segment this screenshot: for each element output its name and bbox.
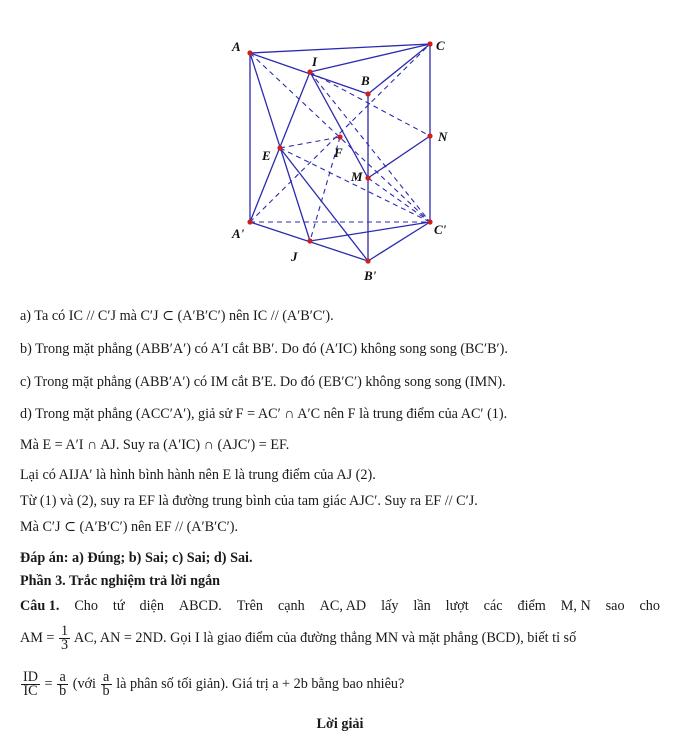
question-word: AC, AD (319, 598, 367, 614)
solution-heading: Lời giải (316, 716, 364, 732)
label-A: A (232, 39, 241, 54)
question-word: M, N (560, 598, 591, 614)
question-word: sao (605, 598, 625, 614)
equals-sign: = (44, 676, 53, 692)
fraction-numerator: ID (23, 669, 38, 686)
solution-line-g: Từ (1) và (2), suy ra EF là đường trung bình của tam giác AJC′. Suy ra EF // C′J. (20, 493, 478, 509)
question-line-3 (20, 671, 404, 698)
question-word: cạnh (277, 598, 305, 614)
question-line-2 (20, 625, 576, 652)
label-E: E (262, 148, 271, 163)
question-word: lượt (445, 598, 469, 614)
question-with: (với (72, 676, 96, 692)
fraction-id-ic (21, 671, 40, 698)
fraction-denominator: IC (23, 683, 38, 700)
question-line-2-rest: AC, AN = 2ND. Gọi I là giao điểm của đường thẳng MN và mặt phẳng (BCD), biết tỉ số (73, 630, 577, 646)
label-B: B (361, 73, 370, 88)
question-word: Cho (74, 598, 98, 614)
fraction-denominator: 3 (60, 637, 69, 654)
question-line-3-rest: là phân số tối giản). Giá trị a + 2b bằng bao nhiêu? (116, 676, 405, 692)
figure-labels (231, 38, 448, 283)
solution-line-c: c) Trong mặt phẳng (ABB′A′) có IM cắt B′E. Do đó (EB′C′) không song song (IMN). (20, 374, 506, 390)
fraction-numerator: a (101, 671, 112, 685)
label-J: J (291, 249, 298, 264)
question-line-1 (20, 598, 660, 615)
fraction-numerator: a (57, 671, 68, 685)
question-word: cho (639, 598, 660, 614)
question-word: ABCD. (178, 598, 222, 614)
question-word: tứ (112, 598, 125, 614)
figure-hidden-edges (250, 44, 430, 241)
solution-line-h: Mà C′J ⊂ (A′B′C′) nên EF // (A′B′C′). (20, 519, 239, 535)
fraction-one-third (59, 625, 70, 652)
label-C-prime: C' (434, 222, 447, 237)
fraction-numerator: 1 (60, 623, 69, 640)
label-M: M (351, 169, 363, 184)
question-am: AM = (20, 630, 55, 646)
question-word: các (483, 598, 503, 614)
solution-line-a: a) Ta có IC // C′J mà C′J ⊂ (A′B′C′) nên IC // (A′B′C′). (20, 308, 334, 324)
solution-line-f: Lại có AIJA′ là hình bình hành nên E là trung điểm của AJ (2). (20, 467, 376, 483)
fraction-denominator: b (59, 683, 67, 700)
label-A-prime: A' (232, 226, 245, 241)
label-N: N (438, 129, 448, 144)
label-C: C (436, 38, 445, 53)
label-I: I (312, 54, 318, 69)
question-word: lần (413, 598, 431, 614)
question-word: điểm (517, 598, 546, 614)
fraction-a-b-note (101, 671, 112, 698)
fraction-denominator: b (102, 683, 110, 700)
prism-figure (0, 0, 680, 300)
solution-line-b: b) Trong mặt phẳng (ABB′A′) có A′I cắt BB′. Do đó (A′IC) không song song (BC′B′). (20, 341, 508, 357)
question-label: Câu 1. (20, 598, 60, 614)
label-B-prime: B' (364, 268, 377, 283)
part3-heading: Phần 3. Trắc nghiệm trả lời ngắn (20, 573, 221, 589)
fraction-a-b (57, 671, 68, 698)
solution-line-e: Mà E = A′I ∩ AJ. Suy ra (A′IC) ∩ (AJC′) = EF. (20, 437, 290, 453)
answer-line: Đáp án: a) Đúng; b) Sai; c) Sai; d) Sai. (20, 550, 253, 566)
question-word: Trên (236, 598, 264, 614)
solution-line-d: d) Trong mặt phẳng (ACC′A′), giả sử F = AC′ ∩ A′C nên F là trung điểm của AC′ (1). (20, 406, 508, 422)
question-word: diện (139, 598, 164, 614)
question-word: lấy (381, 598, 399, 614)
label-F: F (334, 145, 343, 160)
